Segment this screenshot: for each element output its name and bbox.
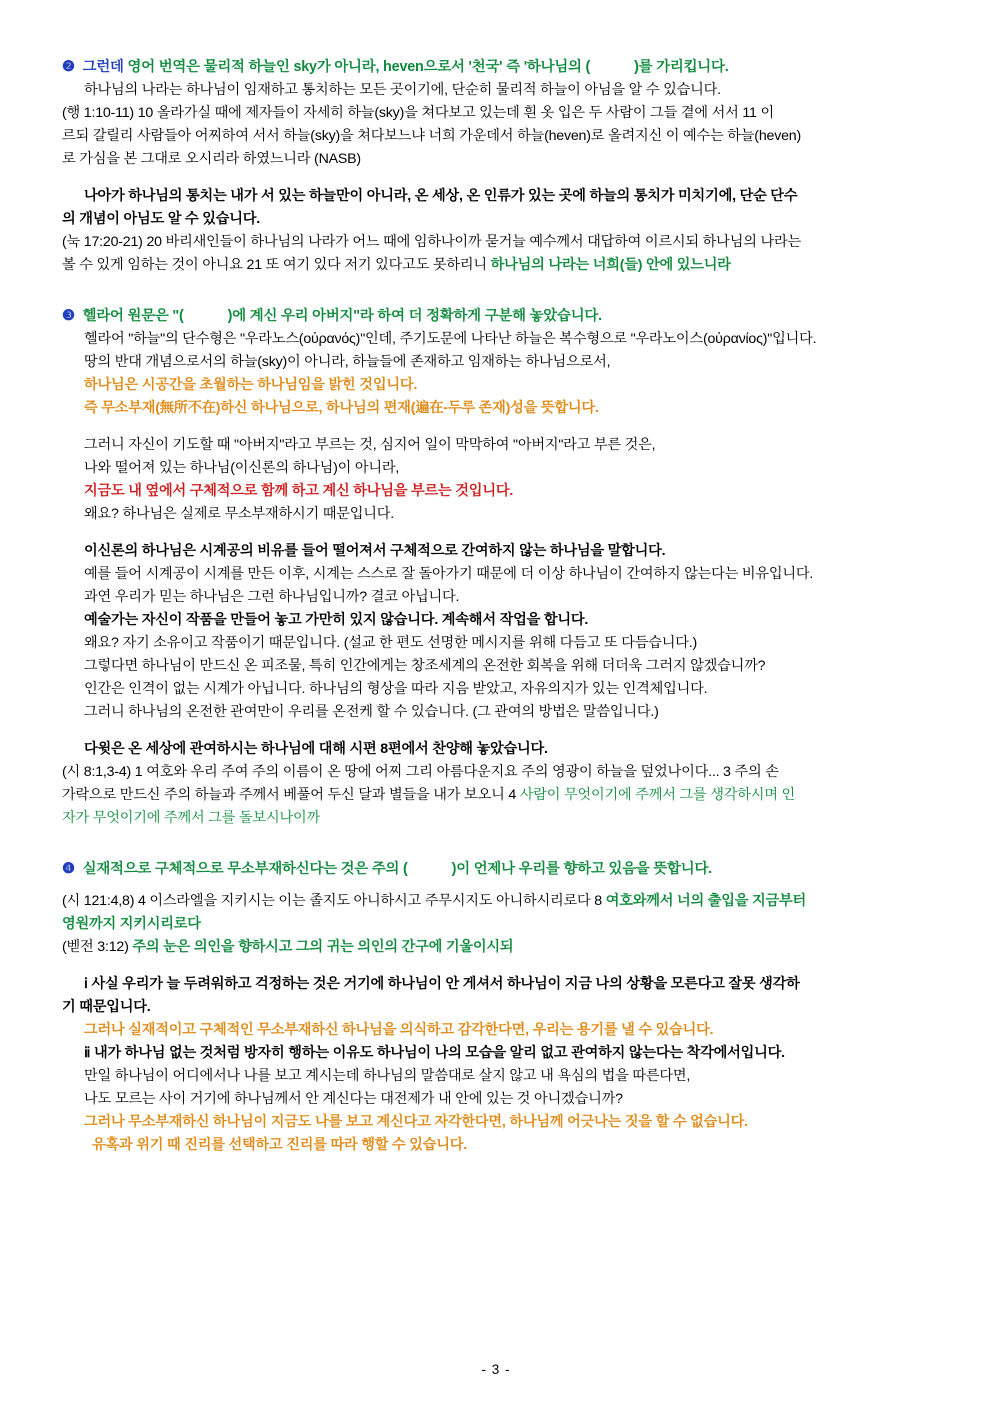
- section-4-item-8: 유혹과 위기 때 진리를 선택하고 진리를 따라 행할 수 있습니다.: [92, 1136, 468, 1153]
- section-3-marker: ❸: [62, 308, 75, 325]
- section-3-line-2: 땅의 반대 개념으로서의 하늘(sky)이 아니라, 하늘들에 존재하고 임재하는 하나님으로서,: [84, 354, 611, 371]
- section-3: [62, 305, 930, 830]
- section-2-followup-1: 나아가 하나님의 통치는 내가 서 있는 하늘만이 아니라, 온 세상, 온 인류가 있는 곳에 하늘의 통치가 미치기에, 단순 단수: [84, 188, 798, 205]
- section-3-heading-part-2: )에 계신 우리 아버지"라 하여 더 정확하게 구분해 놓았습니다.: [227, 308, 602, 325]
- section-4-line-1: [62, 890, 930, 913]
- section-3-para4-line-1: 다윗은 온 세상에 관여하시는 하나님에 대해 시편 8편에서 찬양해 놓았습니다.: [84, 741, 548, 758]
- section-4-item-4: ⅱ 내가 하나님 없는 것처럼 방자히 행하는 이유도 하나님이 나의 모습을 알리 없고 관여하지 않는다는 착각에서입니다.: [84, 1044, 785, 1061]
- section-2-followup-4: [62, 254, 930, 277]
- section-2-followup-4-b: 하나님의 나라는 너희(들) 안에 있느니라: [490, 257, 731, 274]
- section-3-para3-line-2: 예를 들어 시계공이 시계를 만든 이후, 시계는 스스로 잘 돌아가기 때문에 더 이상 하나님이 간여하지 않는다는 비유입니다.: [84, 566, 814, 583]
- section-4-heading-part-2: )이 언제나 우리를 향하고 있음을 뜻합니다.: [451, 861, 712, 878]
- section-4: [62, 858, 930, 1156]
- section-2-line-1: 하나님의 나라는 하나님이 임재하고 통치하는 모든 곳이기에, 단순히 물리적 하늘이 아님을 알 수 있습니다.: [84, 82, 721, 99]
- section-4-heading-part-1: 실재적으로 구체적으로 무소부재하신다는 것은 주의 (: [82, 861, 408, 878]
- section-3-para2-line-4: 왜요? 하나님은 실제로 무소부재하시기 때문입니다.: [84, 506, 395, 523]
- section-4-item-1: ⅰ 사실 우리가 늘 두려워하고 걱정하는 것은 거기에 하나님이 안 게셔서 하나님이 지금 나의 상황을 모른다고 잘못 생각하: [84, 975, 800, 992]
- section-3-para3-line-4: 예술가는 자신이 작품을 만들어 놓고 가만히 있지 않습니다. 계속해서 작업을 합니다.: [84, 612, 589, 629]
- spacer: [62, 882, 930, 890]
- section-2-marker: ❷: [62, 59, 75, 75]
- section-2-line-2: (행 1:10-11) 10 올라가실 때에 제자들이 자세히 하늘(sky)을 쳐다보고 있는데 흰 옷 입은 두 사람이 그들 곁에 서서 11 이: [62, 105, 774, 122]
- section-2-followup-4-a: 볼 수 있게 임하는 것이 아니요 21 또 여기 있다 저기 있다고도 못하리니: [62, 257, 491, 274]
- section-3-para2-line-2: 나와 떨어져 있는 하나님(이신론의 하나님)이 아니라,: [84, 460, 400, 477]
- section-2-heading-part-3: )를 가리킵니다.: [634, 59, 729, 75]
- spacer: [62, 526, 930, 540]
- section-3-para3-line-6: 그렇다면 하나님이 만드신 온 피조물, 특히 인간에게는 창조세계의 온전한 회복을 위해 더더욱 그러지 않겠습니까?: [84, 658, 766, 675]
- spacer: [62, 724, 930, 738]
- section-4-line-1-b: 여호와께서 너의 출입을 지금부터: [605, 892, 807, 909]
- section-3-para3-line-8: 그러니 하나님의 온전한 관여만이 우리를 온전케 할 수 있습니다. (그 관여의 방법은 말씀입니다.): [84, 704, 659, 721]
- section-2-heading-part-1: 그런데: [82, 59, 128, 75]
- section-3-para3-line-1: 이신론의 하나님은 시계공의 비유를 들어 떨어져서 구체적으로 간여하지 않는 하나님을 말합니다.: [84, 543, 666, 560]
- section-3-heading: [62, 305, 930, 328]
- section-2-line-3: 르되 갈릴리 사람들아 어찌하여 서서 하늘(sky)을 쳐다보느냐 너희 가운데서 하늘(heven)로 올려지신 이 예수는 하늘(heven): [62, 128, 802, 145]
- section-3-para4-line-3: [62, 784, 930, 807]
- section-3-para3-line-7: 인간은 인격이 없는 시계가 아닙니다. 하나님의 형상을 따라 지음 받았고, 자유의지가 있는 인격체입니다.: [84, 681, 708, 698]
- section-3-line-4: 즉 무소부재(無所不在)하신 하나님으로, 하나님의 편재(遍在-두루 존재)성을 뜻합니다.: [84, 400, 599, 417]
- section-4-item-5: 만일 하나님이 어디에서나 나를 보고 계시는데 하나님의 말씀대로 살지 않고 내 욕심의 법을 따른다면,: [84, 1067, 691, 1084]
- section-2-heading: [62, 56, 930, 79]
- spacer: [62, 830, 930, 858]
- section-2: [62, 56, 930, 277]
- section-3-para2-line-3: 지금도 내 옆에서 구체적으로 함께 하고 계신 하나님을 부르는 것입니다.: [84, 483, 514, 500]
- section-4-marker: ❹: [62, 861, 75, 878]
- section-2-followup-3: (눅 17:20-21) 20 바리새인들이 하나님의 나라가 어느 때에 임하나이까 묻거늘 예수께서 대답하여 이르시되 하나님의 나라는: [62, 234, 801, 251]
- spacer: [62, 420, 930, 434]
- section-4-heading: [62, 858, 930, 881]
- spacer: [62, 277, 930, 305]
- section-3-para4-line-3-b: 사람이 무엇이기에 주께서 그를 생각하시며 인: [519, 787, 796, 804]
- section-4-line-3: [62, 936, 930, 959]
- section-3-line-3: 하나님은 시공간을 초월하는 하나님임을 밝힌 것입니다.: [84, 377, 418, 394]
- section-4-line-1-a: (시 121:4,8) 4 이스라엘을 지키시는 이는 졸지도 아니하시고 주무시지도 아니하시리로다 8: [62, 892, 606, 909]
- section-3-para3-line-5: 왜요? 자기 소유이고 작품이기 때문입니다. (설교 한 편도 선명한 메시지를 위해 다듬고 또 다듬습니다.): [84, 635, 698, 652]
- section-4-line-3-b: 주의 눈은 의인을 향하시고 그의 귀는 의인의 간구에 기울이시되: [132, 938, 514, 955]
- section-4-item-3: 그러나 실재적이고 구체적인 무소부재하신 하나님을 의식하고 감각한다면, 우리는 용기를 낼 수 있습니다.: [84, 1021, 714, 1038]
- section-3-para2-line-1: 그러니 자신이 기도할 때 "아버지"라고 부르는 것, 심지어 일이 막막하여 "아버지"라고 부른 것은,: [84, 437, 656, 454]
- section-4-item-2: 기 때문입니다.: [62, 998, 151, 1015]
- section-4-item-7: 그러나 무소부재하신 하나님이 지금도 나를 보고 계신다고 자각한다면, 하나님께 어긋나는 짓을 할 수 없습니다.: [84, 1113, 748, 1130]
- section-2-heading-part-2: 영어 번역은 물리적 하늘인 sky가 아니라, heven으로서 '천국' 즉 '하나님의 (: [127, 59, 591, 75]
- section-2-line-4: 로 가심을 본 그대로 오시리라 하였느니라 (NASB): [62, 151, 361, 168]
- section-3-line-1: 헬라어 "하늘"의 단수형은 "우라노스(οὐρανός)"인데, 주기도문에 나타난 하늘은 복수형으로 "우라노이스(οὐρανίος)"입니다.: [84, 331, 817, 348]
- section-3-para4-line-3-a: 가락으로 만드신 주의 하늘과 주께서 베풀어 두신 달과 별들을 내가 보오니 4: [62, 787, 520, 804]
- section-3-para4-line-2: (시 8:1,3-4) 1 여호와 우리 주여 주의 이름이 온 땅에 어찌 그리 아름다운지요 주의 영광이 하늘을 덮었나이다... 3 주의 손: [62, 764, 779, 781]
- section-4-line-2: 영원까지 지키시리로다: [62, 915, 201, 932]
- section-3-para4-line-4: 자가 무엇이기에 주께서 그를 돌보시나이까: [62, 810, 321, 827]
- section-2-followup-2: 의 개념이 아님도 알 수 있습니다.: [62, 211, 261, 228]
- section-4-line-3-a: (벧전 3:12): [62, 938, 133, 955]
- page-number: - 3 -: [481, 1362, 511, 1377]
- section-3-para3-line-3: 과연 우리가 믿는 하나님은 그런 하나님입니까? 결코 아닙니다.: [84, 589, 460, 606]
- section-4-item-6: 나도 모르는 사이 거기에 하나님께서 안 계신다는 대전제가 내 안에 있는 것 아니겠습니까?: [84, 1090, 623, 1107]
- section-3-heading-part-1: 헬라어 원문은 "(: [82, 308, 184, 325]
- spacer: [62, 959, 930, 973]
- spacer: [62, 171, 930, 185]
